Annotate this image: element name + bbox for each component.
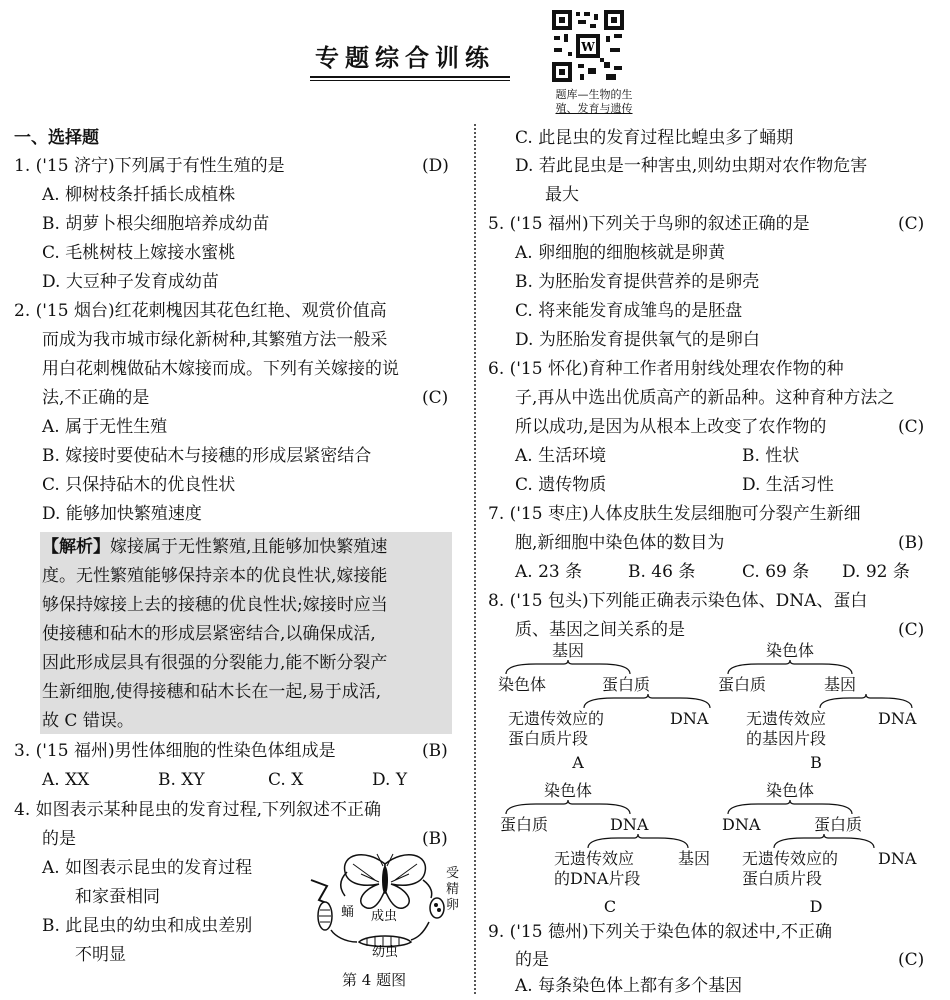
qr-caption [548,88,640,116]
q2-analysis-line6: 生新细胞,使得接穗和砧木长在一起,易于成活, [42,682,382,702]
q6-option-a: A. 生活环境 [515,446,607,466]
q1-option-d: D. 大豆种子发育成幼苗 [42,272,219,292]
q5-answer: (C) [898,214,925,234]
q4-answer: (B) [422,829,448,849]
q2-analysis-label: 【解析】 [42,537,110,557]
qr-caption-line1: 题库—生物的生 [555,88,633,101]
q8-diagrams [484,640,944,920]
diagram-d-top: 染色体 [765,781,815,800]
q2-option-b: B. 嫁接时要使砧木与接穗的形成层紧密结合 [42,446,372,466]
q7-option-c: C. 69 条 [742,562,810,582]
q2-stem-line1: 2. ('15 烟台)红花刺槐因其花色红艳、观赏价值高 [14,301,387,321]
diagram-d-sub-left1: 无遗传效应的 [742,849,839,868]
pupa-icon [311,880,332,930]
q2-analysis-line5: 因此形成层具有很强的分裂能力,能不断分裂产 [42,653,388,673]
q5-option-c: C. 将来能发育成雏鸟的是胚盘 [515,301,743,321]
title-underline [310,76,510,78]
q4-option-a-line2: 和家蚕相同 [75,887,160,907]
diagram-a-letter: A [572,753,584,772]
diagram-a-sub-left2: 蛋白质片段 [508,729,589,748]
q1-answer: (D) [422,156,449,176]
q7-stem-line1: 7. ('15 枣庄)人体皮肤生发层细胞可分裂产生新细 [488,504,861,524]
label-pupa: 蛹 [341,905,355,920]
diagram-d-letter: D [809,897,823,916]
diagram-b-sub-right: DNA [878,709,917,728]
q5-stem: 5. ('15 福州)下列关于鸟卵的叙述正确的是 [488,214,810,234]
q4-option-d-line1: D. 若此昆虫是一种害虫,则幼虫期对农作物危害 [515,156,868,176]
butterfly-icon [345,854,426,908]
svg-text:W: W [581,40,595,54]
q4-option-a-line1: A. 如图表示昆虫的发育过程 [42,858,253,878]
diagram-c [500,781,710,916]
q3-option-a: A. XX [42,770,90,790]
diagram-c-right: DNA [610,815,649,834]
q4-figure-caption: 第 4 题图 [342,971,407,989]
diagram-c-letter: C [603,897,617,916]
q4-option-c: C. 此昆虫的发育过程比蝗虫多了蛹期 [515,128,794,148]
diagram-a [498,641,710,772]
q3-option-b: B. XY [158,770,205,790]
diagram-a-right: 蛋白质 [602,675,651,694]
qr-caption-line2: 殖、发育与遗传 [555,102,633,115]
q2-option-a: A. 属于无性生殖 [42,417,168,437]
arrow-icon [423,880,432,898]
q2-stem-line3: 用白花刺槐做砧木嫁接而成。下列有关嫁接的说 [42,359,399,379]
insect-lifecycle-figure [305,850,465,962]
q2-analysis-text1: 嫁接属于无性繁殖,且能够加快繁殖速 [110,537,388,557]
q5-option-b: B. 为胚胎发育提供营养的是卵壳 [515,272,760,292]
qr-code-icon[interactable] [550,8,626,84]
q6-option-d: D. 生活习性 [742,475,834,495]
diagram-a-left: 染色体 [498,675,547,694]
label-egg: 受精卵 [446,866,460,913]
diagram-d-right: 蛋白质 [814,815,863,834]
q4-option-b-line1: B. 此昆虫的幼虫和成虫差别 [42,916,253,936]
title-underline-thin [310,80,510,81]
diagram-b-right: 基因 [824,675,857,694]
q2-analysis-line2: 度。无性繁殖能够保持亲本的优良性状,嫁接能 [42,566,388,586]
q7-option-d: D. 92 条 [842,562,910,582]
q6-option-b: B. 性状 [742,446,800,466]
diagram-c-sub-right: 基因 [678,849,711,868]
q2-stem-line4: 法,不正确的是 [42,388,150,408]
q8-stem-line1: 8. ('15 包头)下列能正确表示染色体、DNA、蛋白 [488,591,868,611]
q4-option-b-line2: 不明显 [75,945,126,965]
page-title-text: 专题综合训练 [315,44,495,72]
q3-answer: (B) [422,741,448,761]
q4-stem-line2: 的是 [42,829,76,849]
section-title: 一、选择题 [14,128,99,148]
diagram-d-sub-left2: 蛋白质片段 [742,869,823,888]
label-adult: 成虫 [371,909,398,924]
diagram-b-top: 染色体 [765,641,815,660]
diagram-a-top: 基因 [551,641,585,660]
q6-answer: (C) [898,417,925,437]
q9-stem-line2: 的是 [515,950,549,970]
q5-option-a: A. 卵细胞的细胞核就是卵黄 [515,243,726,263]
q4-stem-line1: 4. 如图表示某种昆虫的发育过程,下列叙述不正确 [14,800,382,820]
q7-option-b: B. 46 条 [628,562,696,582]
q9-answer: (C) [898,950,925,970]
diagram-b [718,641,917,772]
q7-option-a: A. 23 条 [515,562,583,582]
q2-analysis-line4: 使接穗和砧木的形成层紧密结合,以确保成活, [42,624,376,644]
diagram-b-letter: B [810,753,822,772]
q9-option-a: A. 每条染色体上都有多个基因 [515,976,743,996]
diagram-c-sub-left2: 的DNA片段 [554,869,641,888]
diagram-c-top: 染色体 [543,781,593,800]
q6-stem-line2: 子,再从中选出优质高产的新品种。这种育种方法之 [515,388,895,408]
q2-analysis-line3: 够保持嫁接上去的接穗的优良性状;嫁接时应当 [42,595,388,615]
column-divider [474,124,476,994]
q5-option-d: D. 为胚胎发育提供氧气的是卵白 [515,330,760,350]
q6-stem-line1: 6. ('15 怀化)育种工作者用射线处理农作物的种 [488,359,844,379]
q9-stem-line1: 9. ('15 德州)下列关于染色体的叙述中,不正确 [488,922,833,942]
diagram-c-sub-left1: 无遗传效应 [554,849,635,868]
q1-option-b: B. 胡萝卜根尖细胞培养成幼苗 [42,214,270,234]
q8-answer: (C) [898,620,925,640]
q6-option-c: C. 遗传物质 [515,475,607,495]
q1-option-c: C. 毛桃树枝上嫁接水蜜桃 [42,243,236,263]
diagram-b-left: 蛋白质 [718,675,767,694]
q2-analysis-line7: 故 C 错误。 [42,711,134,731]
page-title [315,38,515,78]
diagram-b-sub-left2: 的基因片段 [746,729,827,748]
q2-answer: (C) [422,388,449,408]
diagram-a-sub-right: DNA [670,709,709,728]
diagram-d-sub-right: DNA [878,849,917,868]
q2-stem-line2: 而成为我市城市绿化新树种,其繁殖方法一般采 [42,330,388,350]
q2-option-c: C. 只保持砧木的优良性状 [42,475,236,495]
arrow-icon [331,930,357,942]
diagram-d [722,781,917,916]
q7-answer: (B) [898,533,924,553]
egg-icon [430,898,444,918]
q2-analysis-line1 [42,537,387,557]
q4-option-d-line2: 最大 [545,185,579,205]
diagram-b-sub-left1: 无遗传效应 [746,709,827,728]
diagram-c-left: 蛋白质 [500,815,549,834]
diagram-a-sub-left1: 无遗传效应的 [508,709,605,728]
q3-option-d: D. Y [372,770,408,790]
q3-stem: 3. ('15 福州)男性体细胞的性染色体组成是 [14,741,336,761]
diagram-d-left: DNA [722,815,761,834]
q7-stem-line2: 胞,新细胞中染色体的数目为 [515,533,725,553]
label-larva: 幼虫 [371,945,399,960]
q1-option-a: A. 柳树枝条扦插长成植株 [42,185,236,205]
arrow-icon [411,922,429,940]
q2-option-d: D. 能够加快繁殖速度 [42,504,202,524]
q8-stem-line2: 质、基因之间关系的是 [515,620,685,640]
q1-stem: 1. ('15 济宁)下列属于有性生殖的是 [14,156,285,176]
q3-option-c: C. X [268,770,304,790]
q6-stem-line3: 所以成功,是因为从根本上改变了农作物的 [515,417,827,437]
